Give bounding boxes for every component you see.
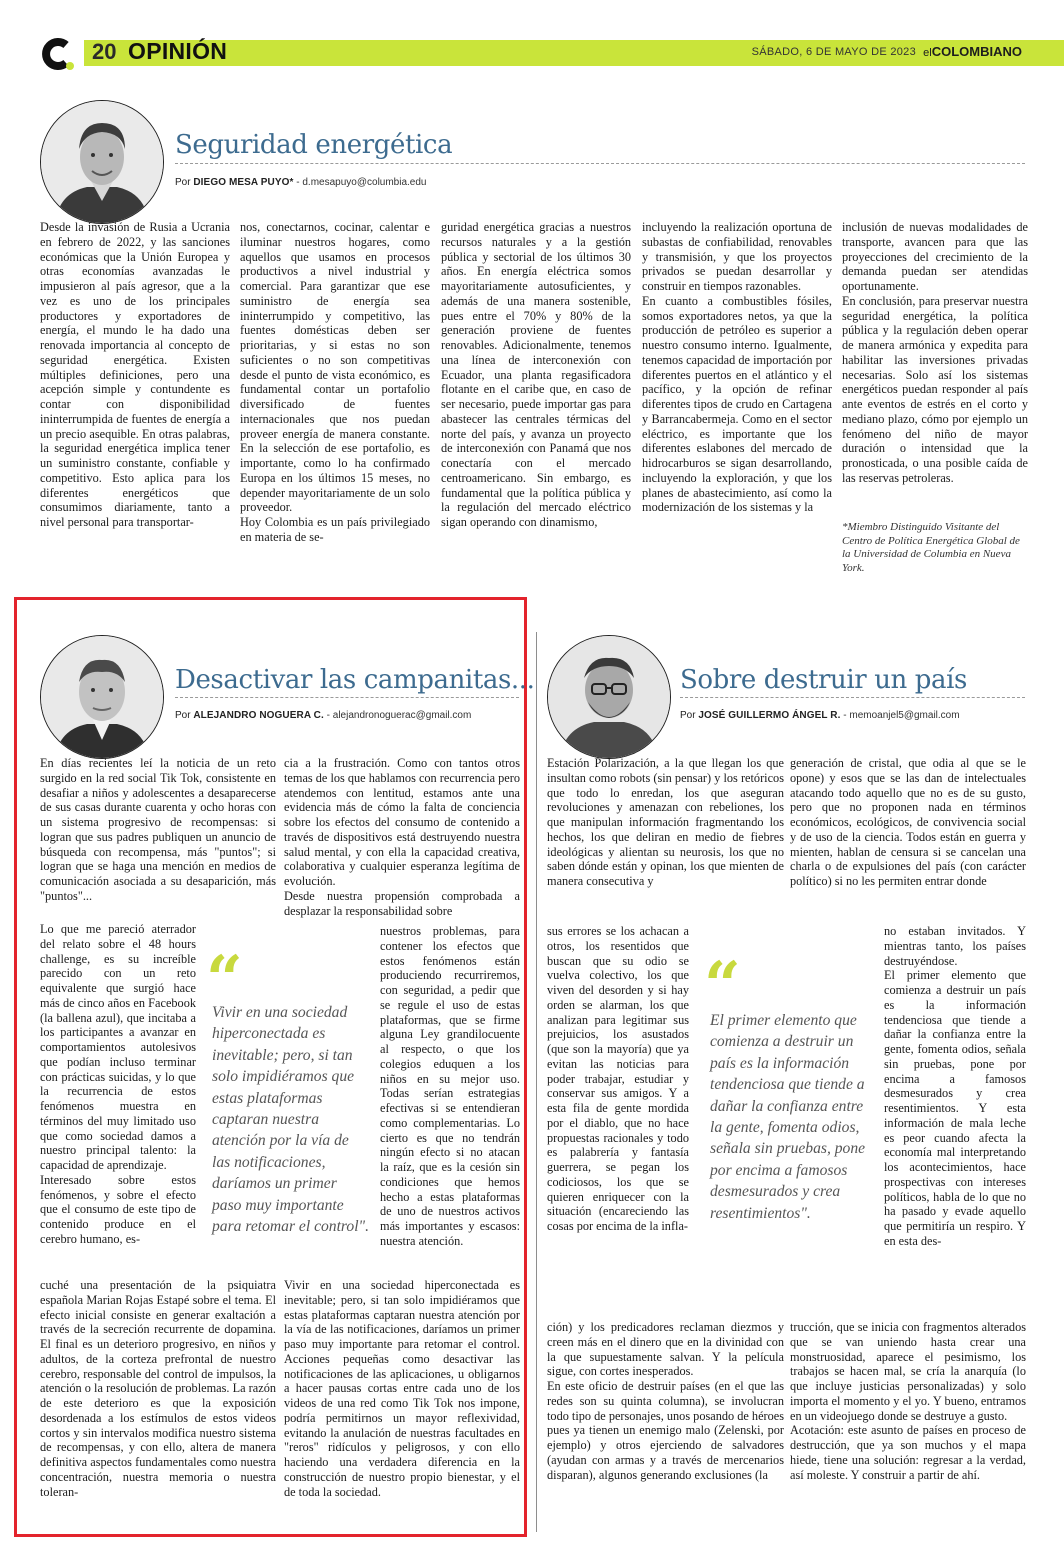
article-column: Estación Polarización, a la que llegan los que insultan como robots (sin pensar) y los retóricos que todo lo enredan, los que aseguran revoluciones y amenazan con rebeliones, los que manipulan información fragmentando los hechos, los que deliran en medio de fiebres ideológicas y alientan su neurosis, los que no saben dónde están y opinan, los que mienten de manera consecutiva y (547, 756, 784, 888)
pull-quote: Vivir en una sociedad hiperconectada es inevitable; pero, si tan solo impidiéramos que estas plataformas captaran nuestra atención por la vía de las notificaciones, daríamos un primer paso muy importante para retomar el control". (212, 1004, 369, 1236)
divider (680, 697, 1025, 698)
article-column: incluyendo la realización oportuna de subastas de confiabilidad, renovables y transmisión, y que los proyectos privados se puedan desarrollar y construir en tiempos razonables. En cuanto a combustibles fósiles, somos exportadores netos, ya que la producción de petróleo es superior a nuestro consumo interno. Igualmente, tenemos capacidad de importación por diferentes puertos en el atlántico y el pacífico, y la opción de refinar diferentes tipos de crudo en Cartagena y Barrancabermeja. Como en el sector eléctrico, es importante que los diferentes eslabones del mercado de hidrocarburos se sigan desarrollando, incluyendo la exploración, y que los planes de abastecimiento, así como la modernización de los sistemas y la (642, 220, 832, 515)
article-column: nuestros problemas, para contener los efectos que estos fenómenos están produciendo recurriremos, con seguridad, a pedir que se regule el uso de estas plataformas, que se firme alguna Ley grandilocuente al respecto, o que los colegios eduquen a los niños en su mejor uso. Todas serían estrategias efectivas si se entendieran como complementarias. Lo cierto es que no tendrán ningún efecto si no atacan la raíz, que es la cesión sin condiciones que hemos hecho a estas plataformas de uno de nuestros activos más importantes y escasos: nuestra atención. (380, 924, 520, 1248)
quote-mark-icon: “ (704, 948, 741, 1023)
author-footnote: *Miembro Distinguido Visitante del Centro de Política Energética Global de la Universidad de Columbia en Nueva York. (842, 521, 1020, 574)
article-headline: Seguridad energética (175, 130, 453, 160)
article-headline: Sobre destruir un país (680, 665, 967, 695)
divider (175, 697, 519, 698)
article-column: En días recientes leí la noticia de un reto surgido en la red social Tik Tok, consistente en desafiar a niños y adolescentes a desaparecerse de sus casas durante cuarenta y ocho horas con un sistema progresivo de recompensas: si logran que sus padres publiquen un anuncio de búsqueda con recompensa, más "puntos"; si logran que se haga una mención en medios de comunicación asociada a su desaparición, más "puntos"... (40, 756, 276, 903)
column-divider (536, 632, 537, 1532)
article-column: nos, conectarnos, cocinar, calentar e iluminar nuestros hogares, como aquellos que usamos en procesos productivos a nivel industrial y comercial. Para garantizar que ese suministro de energía sea ininterrumpido y competitivo, las fuentes domésticas deben ser prioritarias, y si estas no son suficientes o no son competitivas desde el punto de vista económico, es fundamental contar un portafolio diversificado de fuentes internacionales que nos puedan proveer energía de manera constante. En la selección de ese portafolio, es importante, como lo ha confirmado Europa en los últimos 15 meses, no depender mayoritariamente de un solo proveedor. Hoy Colombia es un país privilegiado en materia de se- (240, 220, 430, 544)
author-photo-avatar (40, 100, 164, 224)
article-column: Desde la invasión de Rusia a Ucrania en febrero de 2022, y las sanciones económicas que la Unión Europea y otras economías avanzadas le impusieron al país agresor, que a la vez es uno de los principales productores y exportadores de energía, el mundo le ha dado una renovada importancia al concepto de seguridad energética. Existen múltiples definiciones, pero una acepción simple y contundente es contar con disponibilidad ininterrumpida de fuentes de energía a un precio asequible. En otras palabras, la seguridad energética implica tener un suministro constante, confiable y competitivo. Esto aplica para los diferentes energéticos que consumimos diariamente, tanto a nivel personal para transportar- (40, 220, 230, 529)
article-column: cia a la frustración. Como con tantos otros temas de los que hablamos con recurrencia pero atendemos con lentitud, estamos ante una evidencia más de cómo la falta de conciencia sobre los efectos del consumo de contenido a través de dispositivos está destruyendo nuestra salud mental, y con ella la capacidad creativa, colaborativa y cualquier esperanza legítima de evolución. Desde nuestra propensión comprobada a desplazar la responsabilidad sobre (284, 756, 520, 918)
page-number: 20 (92, 39, 117, 64)
pull-quote: El primer elemento que comienza a destruir un país es la información tendenciosa que tiende a dañar la confianza entre la gente, fomenta odios, señala sin pruebas, pone por encima a famosos desmesurados y crea resentimientos". (710, 1012, 866, 1222)
article-byline: Por DIEGO MESA PUYO* - d.mesapuyo@columbia.edu (175, 177, 427, 188)
header-accent-bar (84, 40, 1064, 66)
article-byline: Por JOSÉ GUILLERMO ÁNGEL R. - memoanjel5@gmail.com (680, 710, 960, 721)
article-column: Lo que me pareció aterrador del relato sobre el 48 hours challenge, es su increíble parecido con un reto equivalente que surgió hace más de cinco años en Facebook (la ballena azul), que incitaba a los participantes a avanzar en comportamientos autolesivos que podían incluso terminar con prácticas suicidas, y lo que la recurrencia de estos fenómenos muestra en términos del muy limitado uso que como sociedad damos a nuestro principal talento: la capacidad de aprendizaje. Interesado sobre estos fenómenos, y sobre el efecto que el consumo de este tipo de contenido produce en el cerebro humano, es- (40, 922, 196, 1246)
author-photo-avatar (40, 635, 164, 759)
quote-mark-icon: “ (206, 942, 243, 1017)
article-column: ción) y los predicadores reclaman diezmos y creen más en el dinero que en la divinidad con la que supuestamente salvan. Y la película sigue, con cortes inesperados. En este oficio de destruir países (en el que las redes son su quinta columna), se involucran todo tipo de personajes, unos posando de héroes pues ya tienen un enemigo malo (Zelenski, por ejemplo) y otros ejerciendo de salvadores (ayudan con armas y a través de mercenarios disparan), algunos generando exclusiones (la (547, 1320, 784, 1482)
article-column: guridad energética gracias a nuestros recursos naturales y a la gestión pública y sectorial de los últimos 30 años. En energía eléctrica somos mayoritariamente autosuficientes, y además de una manera sostenible, pues entre el 70% y 80% de la generación proviene de fuentes renovables. Adicionalmente, tenemos una línea de interconexión con Ecuador, una planta regasificadora flotante en el caribe que, en caso de ser necesario, puede importar gas para abastecer las centrales térmicas del norte del país, y avanza un proyecto de interconexión con Panamá que nos conectaría con el mercado centroamericano. Sin embargo, es fundamental que la política pública y la regulación del mercado eléctrico sigan operando con dinamismo, (441, 220, 631, 529)
author-photo-avatar (547, 635, 671, 759)
article-headline: Desactivar las campanitas... (175, 665, 535, 695)
issue-date: SÁBADO, 6 DE MAYO DE 2023 (751, 46, 916, 58)
divider (175, 163, 1025, 164)
article-column: Vivir en una sociedad hiperconectada es inevitable; pero, si tan solo impidiéramos que estas plataformas captaran nuestra atención por la vía de las notificaciones, daríamos un primer paso muy importante para retomar el control. Acciones pequeñas como desactivar las notificaciones de las aplicaciones, u obligarnos a hacer pausas cortas entre cada uno de los videos de una red como Tik Tok nos impone, podría permitirnos un mayor reflexividad, evitando la anulación de nuestras facultades en "reros" ridículos y peligrosos, y con ello haciendo una verdadera diferencia en la construcción de nuestro propio bienestar, y el de toda la sociedad. (284, 1278, 520, 1499)
article-column: sus errores se los achacan a otros, los resentidos que buscan que su odio se vuelva colectivo, los que viven del desorden y si hay orden se alarman, los que analizan para legitimar sus prejuicios, los asustados (que son la mayoría) que ya evitan las noticias para poder trabajar, estudiar y conservar sus amigos. Y a esta fila de gente mordida por el diablo, que no hace propuestas racionales y todo es palabrería y fantasía guerrera, se pegan los codiciosos, los que se quieren enriquecer con la situación (encareciendo las cosas por encima de la infla- (547, 924, 689, 1233)
newspaper-logo-icon (40, 36, 76, 72)
article-column: inclusión de nuevas modalidades de transporte, avancen para que las proyecciones del crecimiento de la demanda puedan ser atendidas oportunamente. En conclusión, para preservar nuestra seguridad energética, la política pública y la regulación deben operar de manera armónica y expedita para habilitar las inversiones privadas necesarias. Solo así los sistemas energéticos puedan responder al país ante eventos de estrés en el corto y mediano plazo, cómo por ejemplo un fenómeno del niño de mayor duración o intensidad que la pronosticada, o una posible caída de las reservas petroleras. (842, 220, 1028, 485)
article-column: cuché una presentación de la psiquiatra española Marian Rojas Estapé sobre el tema. El efecto inicial consiste en generar exaltación a través de la secreción recurrente de dopamina. El final es un deterioro progresivo, en niños y adultos, de la corteza prefrontal de nuestro cerebro, responsable del control de impulsos, la atención o la resolución de problemas. La razón de este deterioro es que la exposición desordenada a los estímulos de estos videos cortos y sin intervalos modifica nuestro sistema de recompensas, y con ello, altera de manera definitiva aspectos fundamentales como nuestra concentración, nuestra memoria o nuestra toleran- (40, 1278, 276, 1499)
article-byline: Por ALEJANDRO NOGUERA C. - alejandronoguerac@gmail.com (175, 710, 472, 721)
article-column: no estaban invitados. Y mientras tanto, los países destruyéndose. El primer elemento que comienza a destruir un país es la información tendenciosa que tiende a dañar la confianza entre la gente, fomenta odios, señala sin pruebas, pone por encima a famosos desmesurados y crea resentimientos. Y esta información de mala leche es peor cuando afecta la economía mal interpretando los acontecimientos, hace prospectivas con intereses políticos, habla de lo que no ha pasado y evade aquello que permitiría un respiro. Y en esta des- (884, 924, 1026, 1248)
section-title: OPINIÓN (128, 38, 228, 64)
article-column: trucción, que se inicia con fragmentos alterados que se van uniendo hasta crear una monstruosidad, aparece el pesimismo, los trabajos se hacen mal, se cría la anarquía (lo que incluye justicias personalizadas) y solo importa el momento y el yo. Y bueno, entramos en un videojuego donde se destruye a gusto. Acotación: este asunto de países en proceso de destrucción, que ya son muchos y el mapa hiede, tiene una solución: regresar a la verdad, así moleste. Y construir a partir de ahí. (790, 1320, 1026, 1482)
article-column: generación de cristal, que odia al que se le opone) y esos que se las dan de intelectuales atacando todo aquello que no es de su gusto, pero que no proponen nada en términos económicos, ecológicos, de convivencia social y de uso de la ciencia. Todos están en guerra y mienten, hablan de censura si se cancelan una charla o de expulsiones del país (con carácter político) si no les permiten entrar donde (790, 756, 1026, 888)
masthead-brand: elCOLOMBIANO (923, 44, 1022, 59)
page-header (40, 36, 1064, 72)
